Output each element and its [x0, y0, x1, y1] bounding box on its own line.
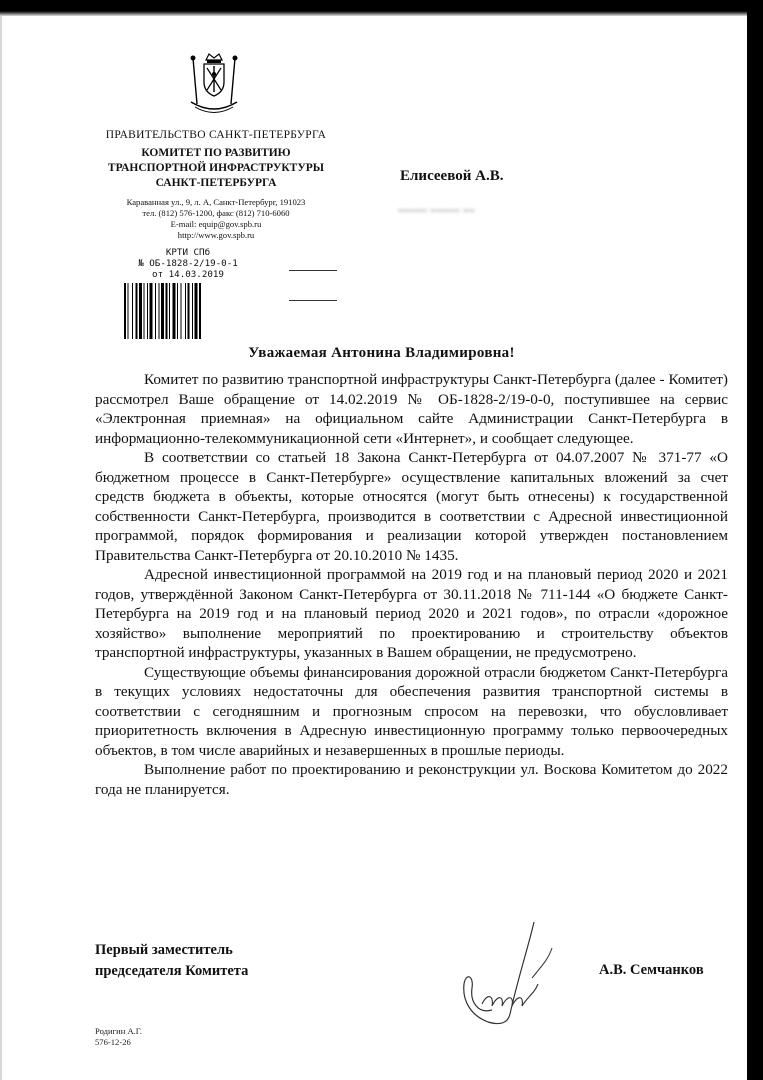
barcode-bar: [128, 283, 129, 339]
signatory-position: [95, 940, 248, 982]
government-title: ПРАВИТЕЛЬСТВО САНКТ-ПЕТЕРБУРГА: [105, 129, 327, 141]
barcode-bar: [199, 283, 201, 339]
registration-line: от 14.03.2019: [152, 269, 224, 280]
blank-line: [289, 300, 337, 301]
registration-line: КРТИ СПб: [165, 247, 211, 258]
letter-body: [95, 370, 728, 799]
signatory-name: А.В. Семчанков: [599, 962, 704, 978]
barcode-bar: [124, 283, 126, 339]
barcode-bar: [161, 283, 164, 339]
barcode-bar: [181, 283, 182, 339]
blank-line: [289, 270, 337, 271]
address-line: http://www.gov.spb.ru: [177, 230, 255, 240]
registration-line: № ОБ-1828-2/19-0-1: [138, 258, 238, 269]
committee-line: КОМИТЕТ ПО РАЗВИТИЮ: [141, 147, 291, 159]
barcode-bar: [147, 283, 148, 339]
greeting: Уважаемая Антонина Владимировна!: [248, 345, 515, 361]
committee-name: [88, 146, 344, 191]
executor-phone: 576-12-26: [95, 1037, 131, 1047]
barcode-bar: [166, 283, 168, 339]
executor-name: Родигин А.Г.: [95, 1026, 142, 1036]
registration-stamp: [118, 247, 258, 280]
scan-edge-left: [0, 0, 2, 1080]
barcode-bar: [188, 283, 190, 339]
committee-line: САНКТ-ПЕТЕРБУРГА: [155, 177, 277, 189]
position-line: Первый заместитель: [95, 942, 233, 958]
address-line: Караванная ул., 9, л. А, Санкт-Петербург, 191023: [126, 197, 306, 207]
barcode-icon: [124, 283, 236, 339]
paragraph: В соответствии со статьей 18 Закона Санкт-Петербурга от 04.07.2007 № 371-77 «О бюджетном процессе в Санкт-Петербурге» осуществление капитальных вложений за счет средств бюджета в объекты, которые относятся (могут быть отнесены) к государственной собственности Санкт-Петербурга, производится в соответствии с Адресной инвестиционной программой, порядок формирования и реализации которой утвержден постановлением Правительства Санкт-Петербурга от 20.10.2010 № 1435.: [95, 449, 728, 564]
position-line: председателя Комитета: [95, 963, 249, 979]
paragraph: Комитет по развитию транспортной инфраструктуры Санкт-Петербурга (далее - Комитет) рассмотрел Ваше обращение от 14.02.2019 № ОБ-1828-2/19-0-0, поступившее на сервис «Электронная приемная» на официальном сайте Администрации Санкт-Петербурга в информационно-телекоммуникационной сети «Интернет», и сообщает следующее.: [95, 371, 728, 447]
barcode-bar: [185, 283, 186, 339]
address-line: тел. (812) 576-1200, факс (812) 710-6060: [142, 208, 290, 218]
barcode-bar: [144, 283, 145, 339]
barcode-bar: [150, 283, 153, 339]
barcode-bar: [136, 283, 138, 339]
barcode-bar: [177, 283, 178, 339]
barcode-bar: [195, 283, 198, 339]
barcode-bar: [169, 283, 170, 339]
barcode-bar: [155, 283, 156, 339]
executor-info: [95, 1026, 142, 1048]
barcode-bar: [139, 283, 142, 339]
coat-of-arms-icon: [183, 52, 245, 118]
barcode-bar: [192, 283, 193, 339]
scan-edge-top: [0, 0, 763, 16]
recipient-address-redacted: ~~~~~ ~~~~~ ~~: [398, 206, 475, 217]
paragraph: Адресной инвестиционной программой на 2019 год и на плановый период 2020 и 2021 годов, утверждённой Законом Санкт-Петербурга от 30.11.2018 № 711-144 «О бюджете Санкт-Петербурга на 2019 год и на плановый период 2020 и 2021 годов», по отрасли «дорожное хозяйство» выполнение мероприятий по проектированию и строительству объектов транспортной инфраструктуры, указанных в Вашем обращении, не предусмотрено.: [95, 566, 728, 661]
handwritten-signature: [448, 918, 568, 1030]
paragraph: Выполнение работ по проектированию и реконструкции ул. Воскова Комитетом до 2022 года не планируется.: [95, 761, 728, 798]
paragraph: Существующие объемы финансирования дорожной отрасли бюджетом Санкт-Петербурга в текущих условиях недостаточны для обеспечения развития транспортной системы в соответствии с сегодняшним и прогнозным спросом на перевозки, что обусловливает приоритетность включения в Адресную инвестиционную программу только первоочередных объектов, в том числе аварийных и незавершенных в прошлые периоды.: [95, 663, 728, 759]
address-line: E-mail: equip@gov.spb.ru: [170, 219, 262, 229]
committee-line: ТРАНСПОРТНОЙ ИНФРАСТРУКТУРЫ: [107, 162, 325, 174]
barcode-bar: [173, 283, 176, 339]
committee-address: [95, 197, 337, 241]
scan-edge-right: [747, 0, 763, 1080]
barcode-bar: [132, 283, 133, 339]
barcode-bar: [159, 283, 160, 339]
recipient-name: Елисеевой А.В.: [400, 168, 504, 184]
